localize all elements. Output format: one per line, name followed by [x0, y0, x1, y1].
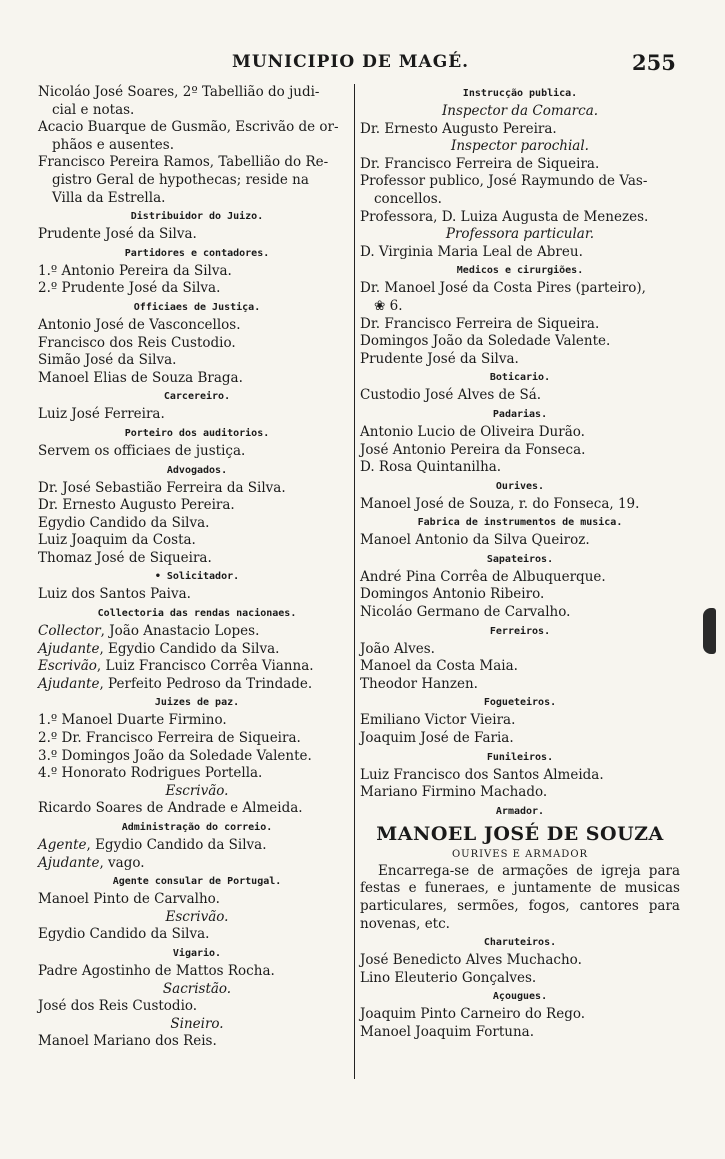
role-subheading: Sacristão.	[162, 980, 232, 997]
entry-line: João Alves.	[360, 640, 435, 657]
entry-name: , Perfeito Pedroso da Trindade.	[99, 675, 313, 692]
section-heading: Boticario.	[489, 372, 551, 384]
role-subheading: Inspector parochial.	[451, 138, 589, 155]
role-subheading: Professora particular.	[445, 226, 595, 243]
column-divider	[354, 84, 355, 1079]
entry-name: , Egydio Candido da Silva.	[99, 640, 280, 657]
entry-line: Prudente José da Silva.	[38, 226, 197, 243]
section-heading: • Solicitador.	[154, 571, 240, 583]
left-column	[38, 84, 356, 1051]
entry-line: Egydio Candido da Silva.	[38, 514, 210, 531]
labeled-entry	[38, 855, 356, 873]
entry-name: , vago.	[99, 854, 145, 871]
entry-line: Francisco dos Reis Custodio.	[38, 334, 236, 351]
entry-line: gistro Geral de hypothecas; reside na	[52, 171, 309, 188]
entry-role: Ajudante	[38, 675, 100, 692]
entry-line: Nicoláo Germano de Carvalho.	[360, 604, 571, 621]
entry-line: Dr. José Sebastião Ferreira da Silva.	[38, 479, 286, 496]
advert-subtitle: OURIVES E ARMADOR	[451, 848, 589, 860]
section-heading: Porteiro dos auditorios.	[124, 427, 270, 439]
section-heading: Armador.	[495, 805, 545, 817]
entry-line: André Pina Corrêa de Albuquerque.	[360, 568, 606, 585]
entry-name: , Egydio Candido da Silva.	[86, 837, 267, 853]
page-number: 255	[632, 50, 676, 75]
labeled-entry	[38, 623, 356, 641]
section-heading: Funileiros.	[486, 751, 554, 763]
running-title: MUNICIPIO DE MAGÉ.	[232, 52, 470, 72]
entry-line: 2.º Prudente José da Silva.	[38, 280, 221, 297]
entry-line: Ricardo Soares de Andrade e Almeida.	[38, 800, 303, 817]
section-heading: Medicos e cirurgiões.	[456, 265, 584, 277]
entry-line: Servem os officiaes de justiça.	[38, 442, 246, 459]
entry-line: Francisco Pereira Ramos, Tabellião do Re-	[38, 154, 329, 171]
entry-role: Agente	[38, 837, 87, 853]
entry-line: Luiz Francisco dos Santos Almeida.	[360, 766, 604, 783]
page-edge-mark	[703, 608, 716, 654]
entry-line: Acacio Buarque de Gusmão, Escrivão de or-	[38, 119, 339, 136]
entry-line: Manoel José de Souza, r. do Fonseca, 19.	[360, 495, 640, 512]
entry-line: phãos e ausentes.	[52, 136, 175, 153]
entry-line: Professor publico, José Raymundo de Vas-	[360, 173, 648, 190]
entry-line: Manoel Mariano dos Reis.	[38, 1033, 217, 1050]
advert-text: Encarrega-se de armações de igreja para festas e funeraes, e juntamente de musicas particulares, sermões, fogos, cantores para novenas, etc.	[360, 862, 680, 932]
entry-line: José Benedicto Alves Muchacho.	[360, 952, 582, 969]
entry-role: Escrivão	[38, 658, 97, 675]
entry-line: Padre Agostinho de Mattos Rocha.	[38, 962, 275, 979]
section-heading: Vigario.	[172, 947, 222, 959]
entry-line: Manoel Pinto de Carvalho.	[38, 891, 220, 908]
entry-line: D. Virginia Maria Leal de Abreu.	[360, 243, 583, 260]
section-heading: Agente consular de Portugal.	[112, 876, 282, 888]
entry-line: Simão José da Silva.	[38, 352, 177, 369]
section-heading: Instrucção publica.	[462, 88, 578, 99]
entry-line: 3.º Domingos João da Soledade Valente.	[38, 747, 312, 764]
section-heading: Açougues.	[492, 991, 548, 1003]
entry-line: D. Rosa Quintanilha.	[360, 459, 502, 476]
entry-line: cial e notas.	[52, 101, 135, 118]
entry-line: Domingos Antonio Ribeiro.	[360, 586, 545, 603]
entry-role: Collector	[38, 623, 101, 640]
entry-line: Villa da Estrella.	[52, 189, 166, 206]
entry-line: Custodio José Alves de Sá.	[360, 387, 542, 404]
entry-line: Prudente José da Silva.	[360, 350, 519, 367]
entry-line: Lino Eleuterio Gonçalves.	[360, 969, 537, 986]
section-heading: Partidores e contadores.	[124, 247, 270, 259]
entry-line: Thomaz José de Siqueira.	[38, 549, 212, 566]
entry-line: Manoel Antonio da Silva Queiroz.	[360, 532, 590, 549]
entry-line: Luiz José Ferreira.	[38, 406, 165, 423]
entry-line: Theodor Hanzen.	[360, 675, 478, 692]
section-heading: Administração do correio.	[121, 822, 273, 833]
entry-line: Antonio Lucio de Oliveira Durão.	[360, 423, 585, 440]
role-subheading: Escrivão.	[165, 908, 229, 925]
entry-line: Dr. Francisco Ferreira de Siqueira.	[360, 155, 600, 172]
section-heading: Juizes de paz.	[154, 697, 240, 709]
entry-line: concellos.	[374, 190, 442, 207]
entry-role: Ajudante	[38, 854, 100, 871]
labeled-entry	[38, 658, 356, 676]
section-heading: Padarias.	[492, 408, 548, 420]
section-heading: Fabrica de instrumentos de musica.	[417, 517, 623, 529]
section-heading: Ourives.	[495, 480, 545, 492]
entry-role: Ajudante	[38, 640, 100, 657]
entry-line: Egydio Candido da Silva.	[38, 926, 210, 943]
entry-line: Joaquim Pinto Carneiro do Rego.	[360, 1006, 586, 1023]
entry-name: , Luiz Francisco Corrêa Vianna.	[96, 658, 314, 675]
entry-line: Dr. Francisco Ferreira de Siqueira.	[360, 315, 600, 332]
entry-line: Domingos João da Soledade Valente.	[360, 333, 611, 350]
entry-line: ❀ 6.	[374, 297, 403, 314]
entry-line: Antonio José de Vasconcellos.	[38, 316, 241, 333]
entry-line: 1.º Antonio Pereira da Silva.	[38, 262, 232, 279]
entry-line: Dr. Ernesto Augusto Pereira.	[360, 120, 557, 137]
entry-line: 4.º Honorato Rodrigues Portella.	[38, 765, 263, 782]
entry-line: Manoel Elias de Souza Braga.	[38, 369, 243, 386]
entry-line: José dos Reis Custodio.	[38, 998, 198, 1015]
entry-name: , João Anastacio Lopes.	[100, 623, 260, 640]
entry-line: 1.º Manoel Duarte Firmino.	[38, 712, 227, 729]
section-heading: Collectoria das rendas nacionaes.	[97, 608, 297, 620]
entry-line: Nicoláo José Soares, 2º Tabellião do judi-	[38, 84, 320, 100]
labeled-entry	[38, 641, 356, 659]
section-heading: Charuteiros.	[483, 937, 557, 949]
entry-line: Professora, D. Luiza Augusta de Menezes.	[360, 208, 649, 225]
entry-line: Manoel Joaquim Fortuna.	[360, 1023, 534, 1040]
page-header	[0, 52, 725, 76]
entry-line: 2.º Dr. Francisco Ferreira de Siqueira.	[38, 730, 301, 747]
advert-title: MANOEL JOSÉ DE SOUZA	[376, 822, 664, 845]
section-heading: Advogados.	[166, 464, 228, 476]
entry-line: Manoel da Costa Maia.	[360, 658, 518, 675]
entry-line: Joaquim José de Faria.	[360, 730, 514, 747]
section-heading: Distribuidor do Juizo.	[130, 211, 264, 223]
entry-line: Dr. Ernesto Augusto Pereira.	[38, 497, 235, 514]
entry-line: Luiz dos Santos Paiva.	[38, 586, 191, 603]
right-column	[360, 84, 680, 1042]
entry-line: Emiliano Victor Vieira.	[360, 712, 516, 729]
entry-line: Luiz Joaquim da Costa.	[38, 532, 196, 549]
labeled-entry	[38, 837, 356, 855]
labeled-entry	[38, 676, 356, 694]
section-heading: Fogueteiros.	[483, 697, 557, 709]
section-heading: Ferreiros.	[489, 625, 551, 637]
entry-line: José Antonio Pereira da Fonseca.	[360, 441, 586, 458]
section-heading: Sapateiros.	[486, 553, 554, 565]
entry-line: Mariano Firmino Machado.	[360, 784, 548, 801]
section-heading: Carcereiro.	[163, 391, 231, 403]
entry-line: Dr. Manoel José da Costa Pires (parteiro),	[360, 280, 646, 297]
role-subheading: Escrivão.	[165, 782, 229, 799]
role-subheading: Inspector da Comarca.	[441, 103, 599, 119]
role-subheading: Sineiro.	[170, 1015, 224, 1032]
section-heading: Officiaes de Justiça.	[133, 301, 261, 313]
